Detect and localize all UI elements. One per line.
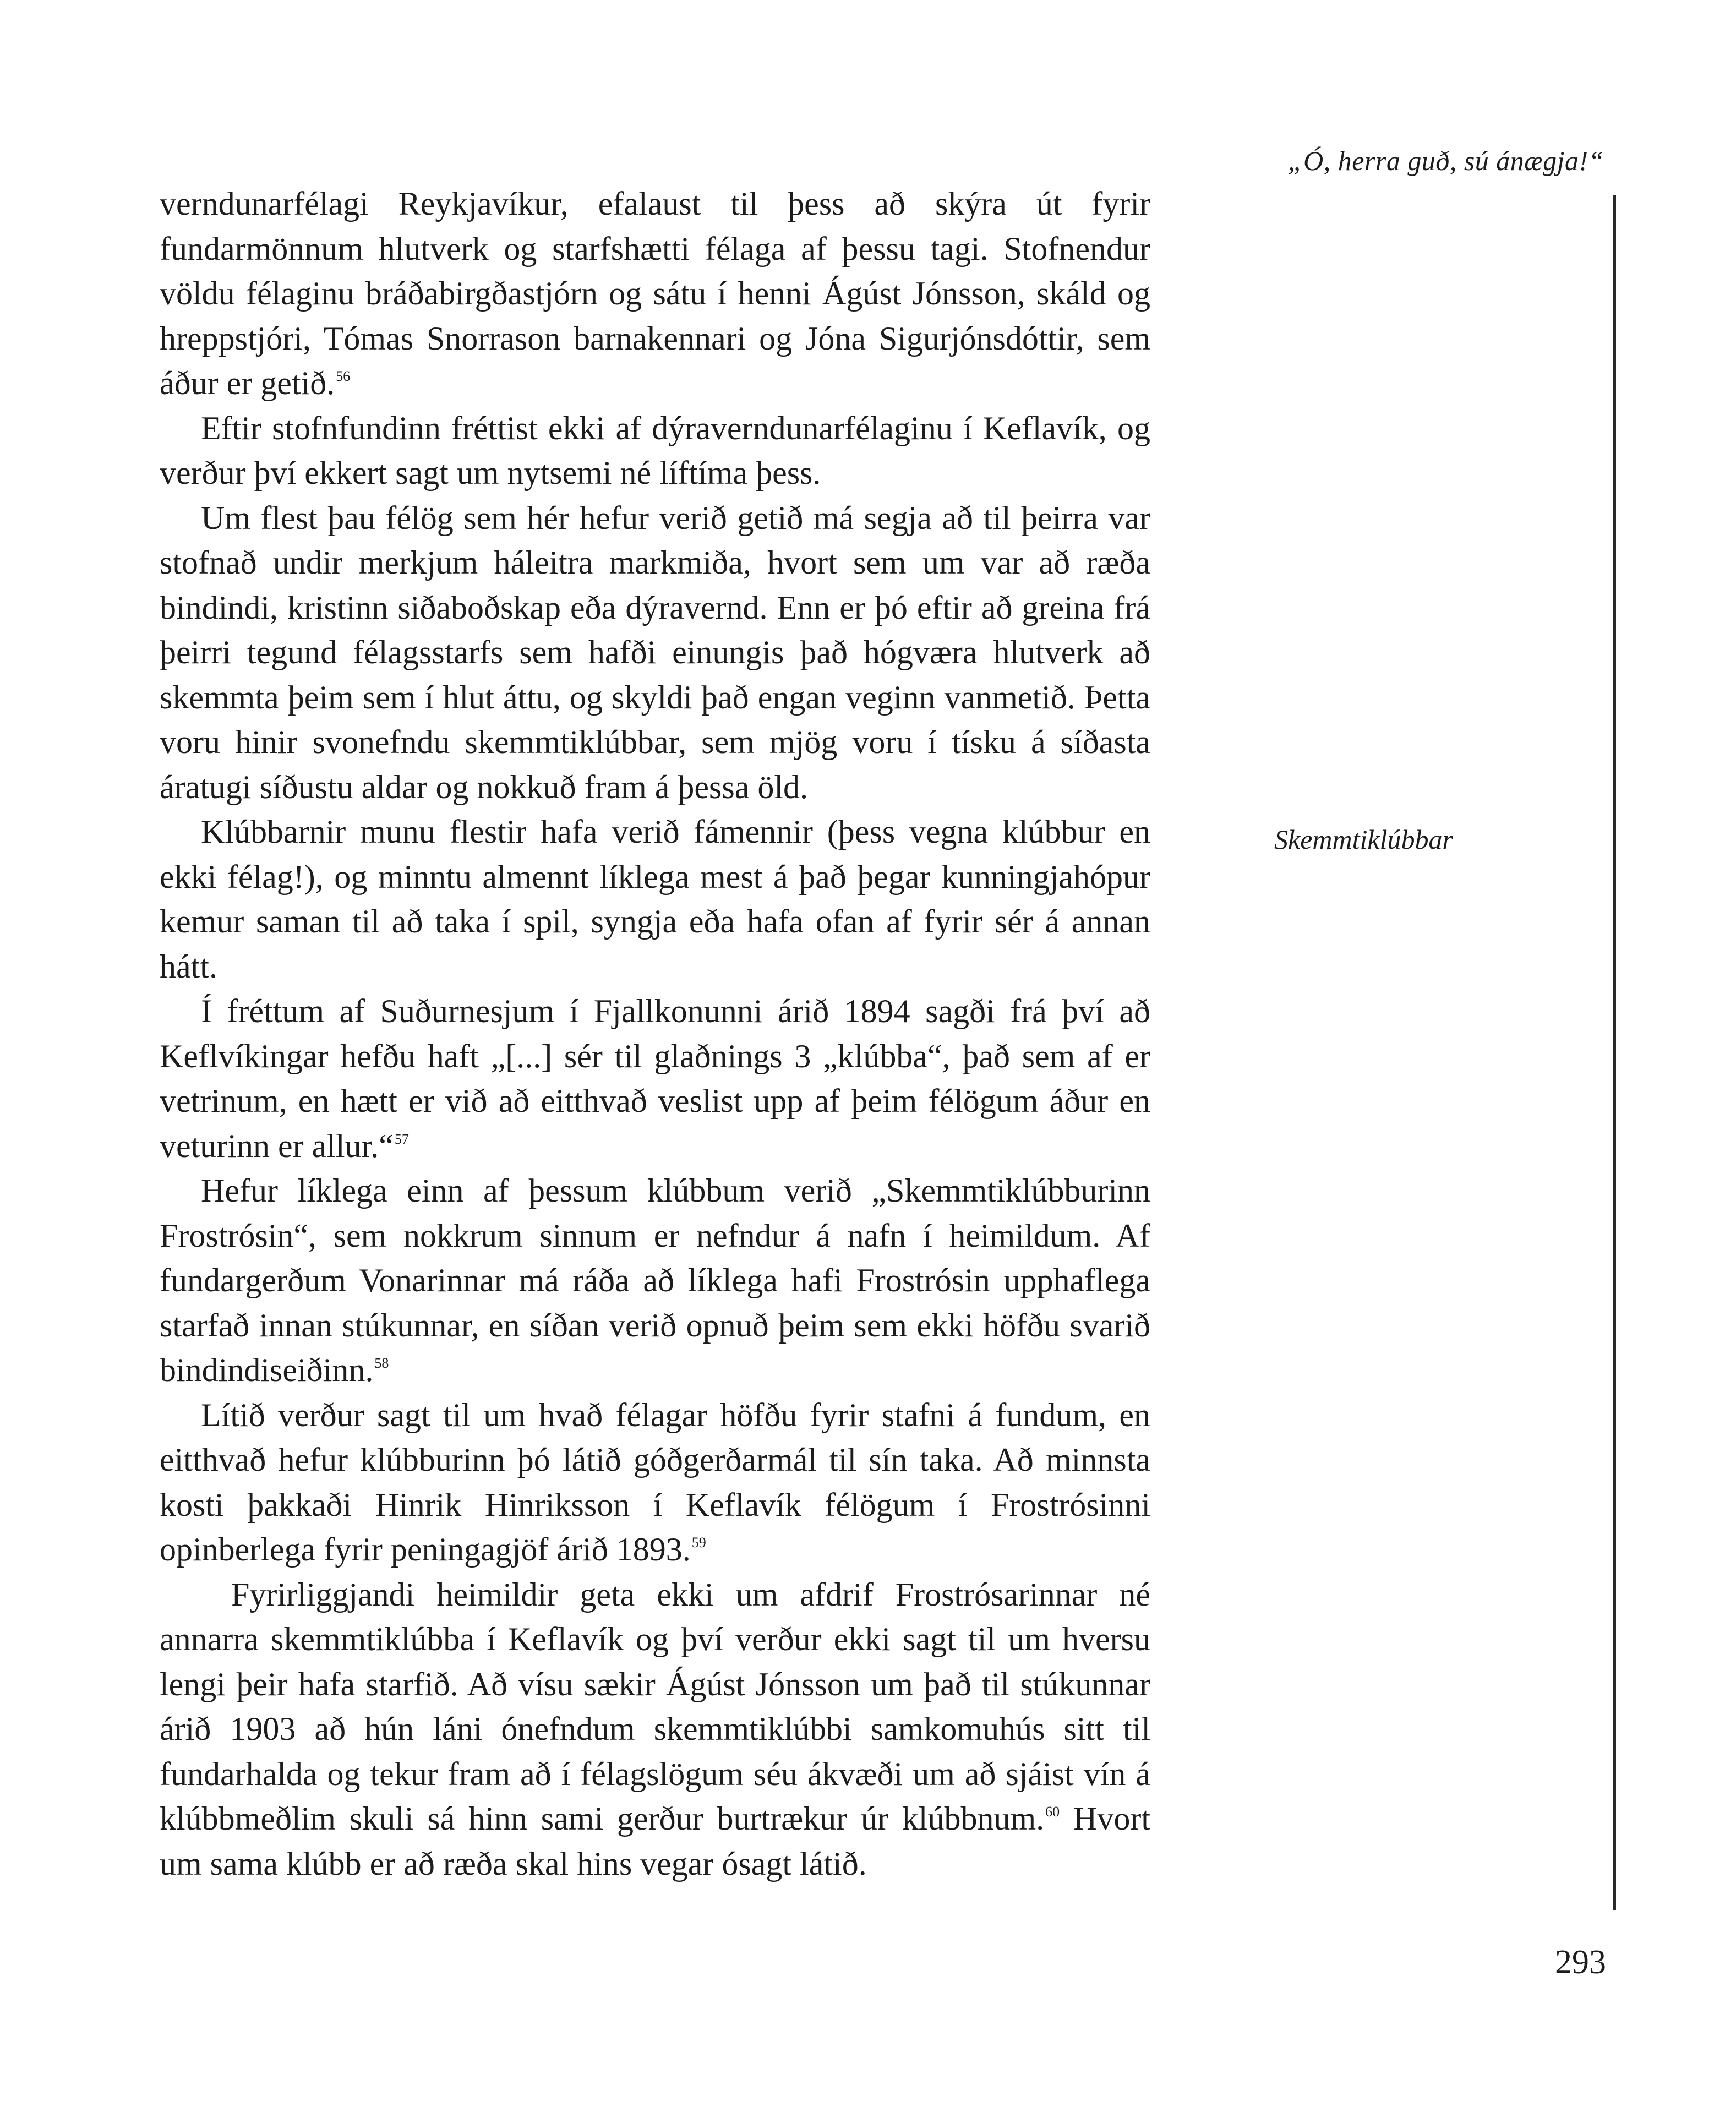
paragraph-text: Klúbbarnir munu flestir hafa verið fámennir (þess vegna klúbbur en ekki félag!), og minntu almennt líklega mest á það þegar kunningjahópur kemur saman til að taka í spil, syngja eða hafa ofan af fyrir sér á annan hátt.: [160, 814, 1150, 985]
paragraph-5: [160, 989, 1150, 1169]
footnote-marker: 57: [394, 1131, 409, 1147]
footnote-marker: 58: [374, 1355, 389, 1371]
footnote-marker: 60: [1045, 1804, 1060, 1820]
paragraph-1: [160, 182, 1150, 406]
paragraph-text: Hefur líklega einn af þessum klúbbum verið „Skemmtiklúbburinn Frostrósin“, sem nokkrum sinnum er nefndur á nafn í heimildum. Af fundargerðum Vonarinnar má ráða að líklega hafi Frostrósin upphaflega starfað innan stúkunnar, en síðan verið opnuð þeim sem ekki höfðu svarið bindindiseiðinn.: [160, 1172, 1150, 1388]
paragraph-text: Lítið verður sagt til um hvað félagar höfðu fyrir stafni á fundum, en eitthvað hefur klúbburinn þó látið góðgerðarmál til sín taka. Að minnsta kosti þakkaði Hinrik Hinriksson í Keflavík félögum í Frostrósinni opinberlega fyrir peningagjöf árið 1893.: [160, 1396, 1150, 1568]
paragraph-text: Í fréttum af Suðurnesjum í Fjallkonunni árið 1894 sagði frá því að Keflvíkingar hefðu haft „[...] sér til glaðnings 3 „klúbba“, það sem af er vetrinum, en hætt er við að eitthvað veslist upp af þeim félögum áður en veturinn er allur.“: [160, 993, 1150, 1164]
paragraph-text: Um flest þau félög sem hér hefur verið getið má segja að til þeirra var stofnað undir merkjum háleitra markmiða, hvort sem um var að ræða bindindi, kristinn siðaboðskap eða dýravernd. Enn er þó eftir að greina frá þeirri tegund félagsstarfs sem hafði einungis það hógværa hlutverk að skemmta þeim sem í hlut áttu, og skyldi það engan veginn vanmetið. Þetta voru hinir svonefndu skemmtiklúbbar, sem mjög voru í tísku á síðasta áratugi síðustu aldar og nokkuð fram á þessa öld.: [160, 499, 1150, 805]
page-number: 293: [1555, 1944, 1606, 1981]
paragraph-7: [160, 1393, 1150, 1573]
paragraph-8: [160, 1573, 1150, 1887]
paragraph-text: verndunarfélagi Reykjavíkur, efalaust til þess að skýra út fyrir fundarmönnum hlutverk og starfshætti félaga af þessu tagi. Stofnendur völdu félaginu bráðabirgðastjórn og sátu í henni Ágúst Jónsson, skáld og hreppstjóri, Tómas Snorrason barnakennari og Jóna Sigurjónsdóttir, sem áður er getið.: [160, 185, 1150, 401]
margin-rule: [1613, 195, 1616, 1910]
body-text: [160, 182, 1150, 1886]
running-header: „Ó, herra guð, sú ánægja!“: [1287, 145, 1604, 176]
margin-note: Skemmtiklúbbar: [1274, 824, 1453, 855]
footnote-marker: 56: [336, 368, 351, 384]
paragraph-tail: Hvort um sama klúbb er að ræða skal hins vegar ósagt látið.: [160, 1800, 1151, 1882]
paragraph-text: Fyrirliggjandi heimildir geta ekki um afdrif Frostrósarinnar né annarra skemmtiklúbba í Keflavík og því verður ekki sagt til um hversu lengi þeir hafa starfið. Að vísu sækir Ágúst Jónsson um það til stúkunnar árið 1903 að hún láni ónefndum skemmtiklúbbi samkomuhús sitt til fundarhalda og tekur fram að í félagslögum séu ákvæði um að sjáist vín á klúbbmeðlim skuli sá hinn sami gerður burtrækur úr klúbbnum.: [160, 1576, 1150, 1837]
paragraph-text: Eftir stofnfundinn fréttist ekki af dýraverndunarfélaginu í Keflavík, og verður því ekkert sagt um nytsemi né líftíma þess.: [160, 410, 1150, 491]
paragraph-4: [160, 810, 1150, 989]
footnote-marker: 59: [691, 1535, 706, 1551]
paragraph-6: [160, 1169, 1150, 1393]
paragraph-3: [160, 496, 1150, 810]
paragraph-2: [160, 406, 1150, 496]
